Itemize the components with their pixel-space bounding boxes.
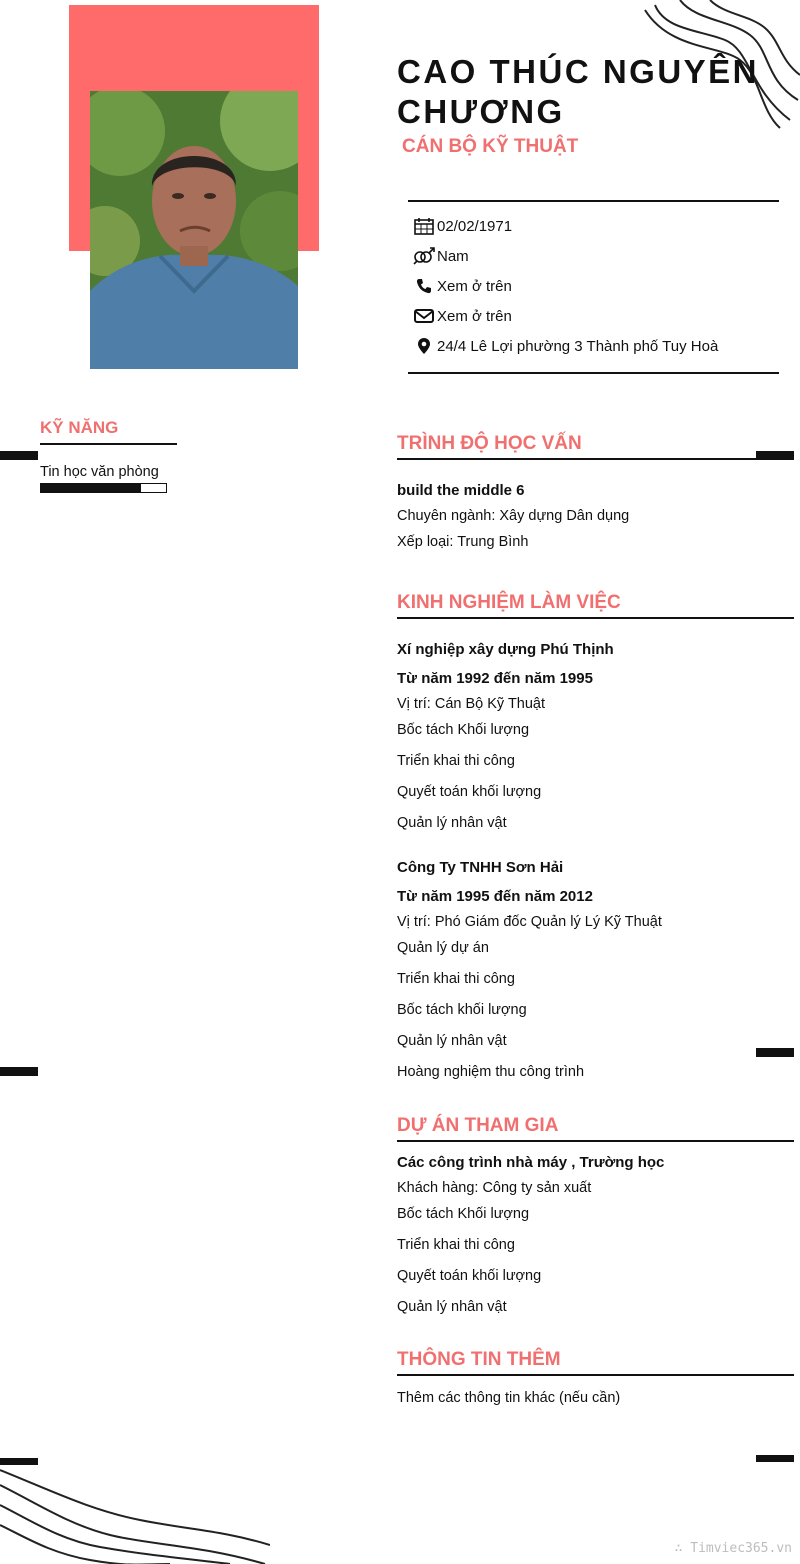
decor-dash [756,451,794,460]
project-task: Quyết toán khối lượng [397,1268,542,1284]
info-gender [413,245,469,267]
skills-underline [40,443,177,445]
info-email [413,305,512,327]
decor-dash [756,1048,794,1057]
info-divider-bottom [408,372,779,374]
education-underline [397,458,757,460]
profile-photo [90,91,298,369]
gender-icon [413,246,435,266]
info-divider-top [408,200,779,202]
education-major: Chuyên ngành: Xây dựng Dân dụng [397,508,630,524]
job-task: Hoàng nghiệm thu công trình [397,1064,585,1080]
phone-icon [413,276,435,296]
job-task: Quản lý dự án [397,940,489,956]
job-period: Từ năm 1995 đến năm 2012 [397,888,593,905]
job-company: Xí nghiệp xây dựng Phú Thịnh [397,641,614,658]
info-address [413,335,718,357]
project-client: Khách hàng: Công ty sản xuất [397,1180,592,1196]
address-value: 24/4 Lê Lợi phường 3 Thành phố Tuy Hoà [437,337,719,355]
decor-dash [0,1067,38,1076]
job-task: Quản lý nhân vật [397,815,507,831]
email-value: Xem ở trên [437,307,512,325]
extra-underline [397,1374,794,1376]
decor-dash [756,1455,794,1462]
job-task: Quản lý nhân vật [397,1033,507,1049]
job-position: Vị trí: Phó Giám đốc Quản lý Lý Kỹ Thuật [397,914,662,930]
birthdate-value: 02/02/1971 [437,217,513,235]
projects-heading: DỰ ÁN THAM GIA [397,1115,559,1136]
job-position: Vị trí: Cán Bộ Kỹ Thuật [397,696,546,712]
job-task: Triển khai thi công [397,753,515,769]
job-task: Bốc tách Khối lượng [397,722,530,738]
wave-decoration-bottom [0,1465,270,1564]
experience-heading: KINH NGHIỆM LÀM VIỆC [397,592,621,613]
education-school: build the middle 6 [397,482,525,499]
phone-value: Xem ở trên [437,277,512,295]
decor-dash [0,451,38,460]
project-task: Triển khai thi công [397,1237,515,1253]
education-grade: Xếp loại: Trung Bình [397,534,529,550]
extra-text: Thêm các thông tin khác (nếu cần) [397,1390,621,1406]
skill-level-bar [40,483,167,493]
job-period: Từ năm 1992 đến năm 1995 [397,670,593,687]
skill-level-fill [41,484,141,492]
candidate-name: CAO THÚC NGUYÊN CHƯƠNG [397,53,760,130]
skill-name: Tin học văn phòng [40,464,159,480]
skills-heading: KỸ NĂNG [40,418,119,437]
info-phone [413,275,512,297]
experience-underline [397,617,794,619]
education-heading: TRÌNH ĐỘ HỌC VẤN [397,433,582,454]
info-birthdate [413,215,512,237]
project-name: Các công trình nhà máy , Trường học [397,1154,665,1171]
watermark: ∴ Timviec365.vn [674,1541,792,1556]
email-icon [413,306,435,326]
projects-underline [397,1140,794,1142]
project-task: Quản lý nhân vật [397,1299,507,1315]
extra-heading: THÔNG TIN THÊM [397,1349,561,1370]
job-title: CÁN BỘ KỸ THUẬT [402,136,579,157]
job-task: Bốc tách khối lượng [397,1002,527,1018]
decor-dash [0,1458,38,1465]
job-task: Triển khai thi công [397,971,515,987]
job-task: Quyết toán khối lượng [397,784,542,800]
job-company: Công Ty TNHH Sơn Hải [397,859,564,876]
gender-value: Nam [437,247,469,265]
project-task: Bốc tách Khối lượng [397,1206,530,1222]
calendar-icon [413,216,435,236]
location-icon [413,336,435,356]
